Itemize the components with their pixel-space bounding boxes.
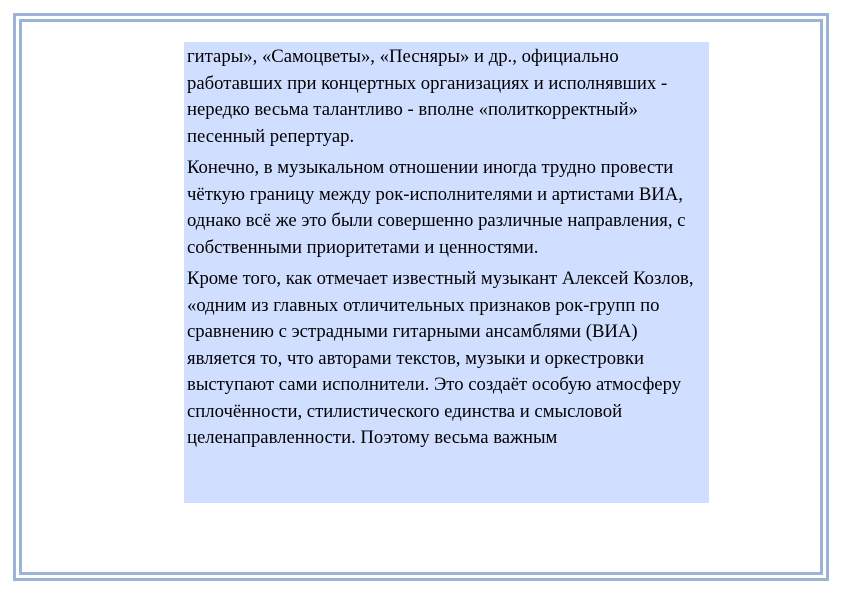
paragraph-3: Кроме того, как отмечает известный музыкант Алексей Козлов, «одним из главных отличительных признаков рок-групп по сравнению с эстрадными гитарными ансамблями (ВИА) является то, что авторами текстов, музыки и оркестровки выступают сами исполнители. Это создаёт особую атмосферу сплочённости, стилистического единства и смысловой целенаправленности. Поэтому весьма важным <box>187 268 694 448</box>
paragraph-2: Конечно, в музыкальном отношении иногда трудно провести чёткую границу между рок-исполнителями и артистами ВИА, однако всё же это были совершенно различные направления, с собственными приоритетами и ценностями. <box>187 157 686 258</box>
paragraph-1: гитары», «Самоцветы», «Песняры» и др., официально работавших при концертных организациях и исполнявших - нередко весьма талантливо - вполне «политкорректный» песенный репертуар. <box>187 46 668 147</box>
slide-text-block <box>184 42 709 503</box>
